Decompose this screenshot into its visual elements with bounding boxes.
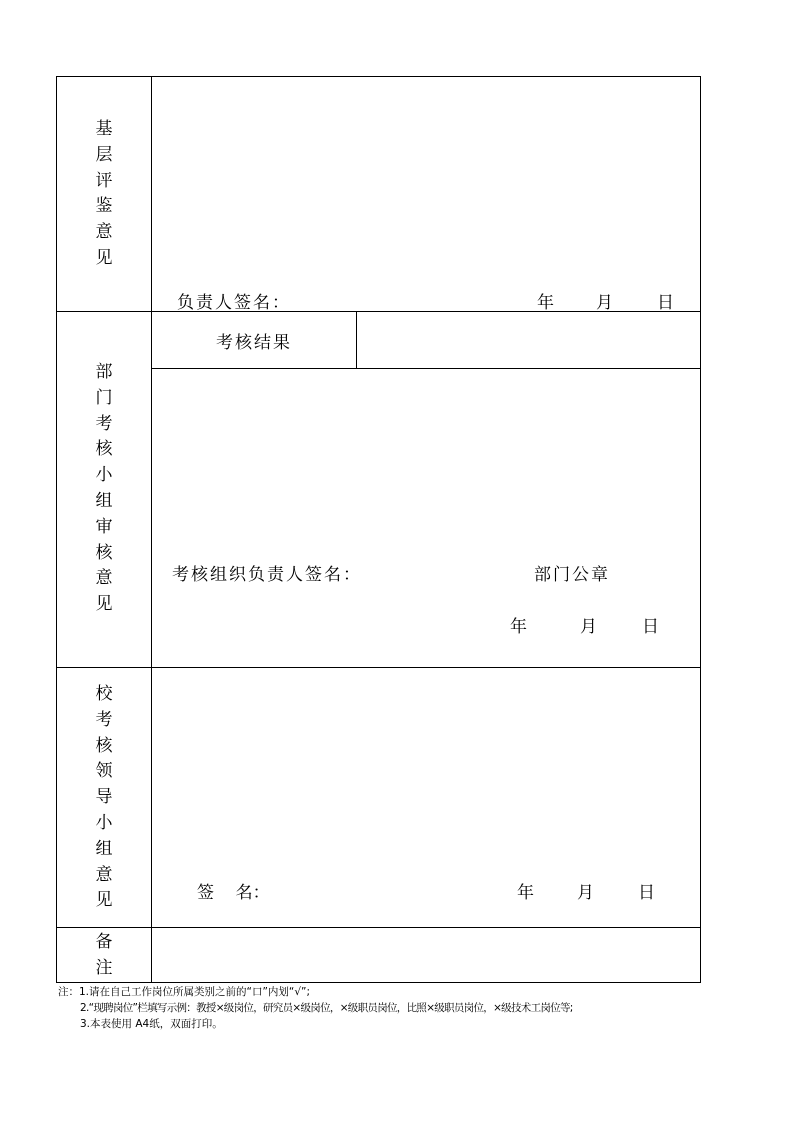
label-char: 见	[95, 247, 113, 268]
label-char: 见	[95, 890, 113, 911]
section1-label	[92, 117, 116, 272]
label-char: 导	[95, 787, 113, 808]
department-seal-label: 部门公章	[534, 565, 610, 585]
row-divider-3	[56, 927, 701, 928]
section3-label	[92, 682, 116, 914]
section1-signature-label: 负责人签名：	[177, 293, 291, 313]
note-line-3: 3.本表使用 A4纸，双面打印。	[80, 1018, 223, 1030]
section3-day: 日	[638, 883, 655, 903]
label-char: 核	[95, 542, 113, 563]
label-char: 基	[95, 119, 113, 139]
section3-year: 年	[517, 883, 534, 903]
label-char: 意	[95, 222, 113, 243]
note-line-2: 2.“现聘岗位”栏填写示例：教授×级岗位，研究员×级岗位，×级职员岗位，比照×级职员岗位，×级技术工岗位等;	[80, 1002, 573, 1014]
label-char: 小	[95, 812, 113, 833]
label-char: 部	[95, 362, 113, 382]
result-value[interactable]	[362, 328, 692, 352]
form-table	[56, 76, 701, 983]
section1-day: 日	[657, 293, 674, 313]
label-char: 注	[95, 957, 113, 978]
label-char: 校	[95, 684, 113, 704]
note-line-1: 注：1.请在自己工作岗位所属类别之前的“口”内划“√”;	[58, 986, 311, 998]
label-char: 门	[95, 387, 113, 408]
label-char: 组	[95, 838, 113, 859]
section2-month: 月	[580, 617, 597, 637]
section1-year: 年	[537, 293, 554, 313]
result-cell-divider	[356, 311, 357, 369]
section2-signature-label: 考核组织负责人签名：	[172, 565, 362, 585]
label-char: 备	[95, 932, 113, 952]
label-char: 意	[95, 864, 113, 885]
label-char: 审	[95, 516, 113, 537]
label-column-divider	[151, 76, 152, 983]
result-label: 考核结果	[216, 333, 292, 353]
label-char: 考	[95, 709, 113, 730]
label-char: 组	[95, 490, 113, 511]
label-char: 鉴	[95, 196, 113, 217]
result-row-divider	[151, 368, 701, 369]
label-char: 评	[95, 170, 113, 191]
label-char: 领	[95, 761, 113, 782]
label-char: 见	[95, 594, 113, 615]
label-char: 意	[95, 568, 113, 589]
section4-label	[92, 930, 116, 982]
label-char: 考	[95, 413, 113, 434]
section3-signature-label: 签 名：	[197, 883, 270, 903]
row-divider-2	[56, 667, 701, 668]
label-char: 层	[95, 144, 113, 165]
section3-month: 月	[577, 883, 594, 903]
section2-label	[92, 360, 116, 618]
section2-day: 日	[642, 617, 659, 637]
label-char: 小	[95, 465, 113, 486]
section1-month: 月	[596, 293, 613, 313]
label-char: 核	[95, 439, 113, 460]
section2-year: 年	[510, 617, 527, 637]
label-char: 核	[95, 735, 113, 756]
